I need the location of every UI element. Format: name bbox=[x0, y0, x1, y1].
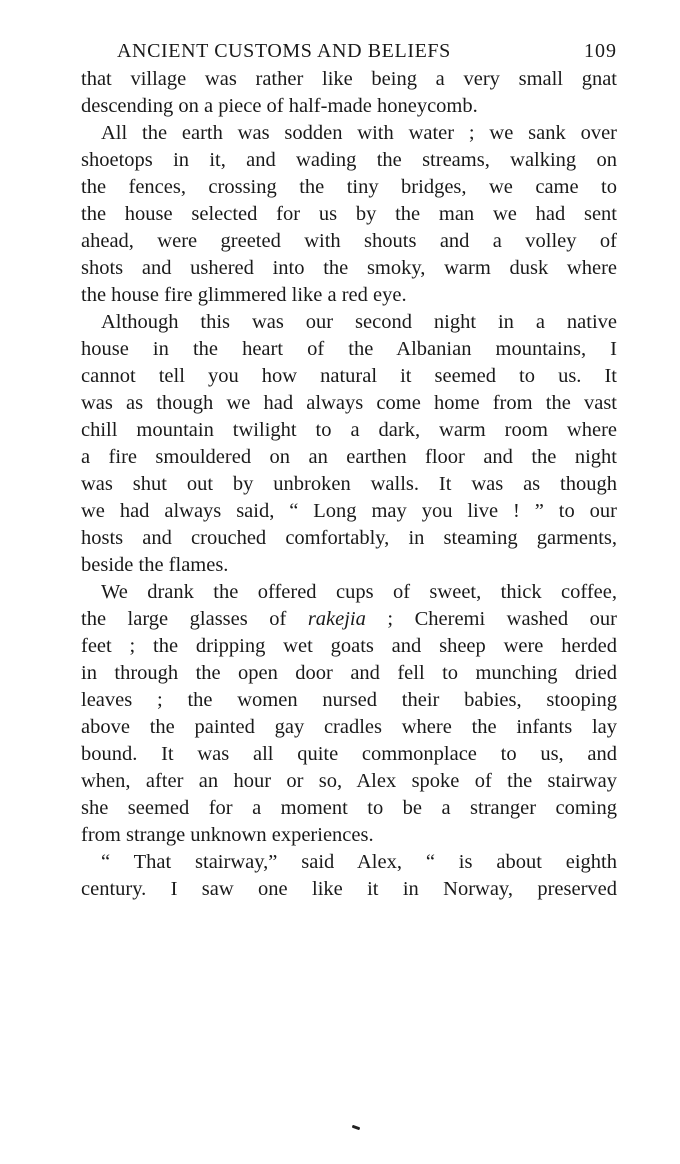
book-page bbox=[81, 36, 617, 903]
text-line: was shut out by unbroken walls. It was as though bbox=[81, 473, 617, 495]
text-line: All the earth was sodden with water ; we sank over bbox=[101, 122, 617, 144]
chapter-title: ANCIENT CUSTOMS AND BELIEFS bbox=[117, 40, 451, 62]
text-line: hosts and crouched comfortably, in steaming garments, bbox=[81, 527, 617, 549]
text-line bbox=[81, 606, 617, 633]
text-line: from strange unknown experiences. bbox=[81, 824, 374, 846]
text-line: that village was rather like being a very small gnat bbox=[81, 68, 617, 90]
text-line: leaves ; the women nursed their babies, stooping bbox=[81, 689, 617, 711]
text-line: was as though we had always come home from the vast bbox=[81, 392, 617, 414]
running-head bbox=[81, 36, 617, 66]
text-line: descending on a piece of half-made honeycomb. bbox=[81, 95, 478, 117]
text-segment: the large glasses of bbox=[81, 608, 308, 630]
text-line: Although this was our second night in a native bbox=[101, 311, 617, 333]
text-line: above the painted gay cradles where the infants lay bbox=[81, 716, 617, 738]
text-line: cannot tell you how natural it seemed to us. It bbox=[81, 365, 617, 387]
text-line: in through the open door and fell to munching dried bbox=[81, 662, 617, 684]
text-line: shots and ushered into the smoky, warm dusk where bbox=[81, 257, 617, 279]
text-line: house in the heart of the Albanian mountains, I bbox=[81, 338, 617, 360]
text-line: we had always said, “ Long may you live ! ” to our bbox=[81, 500, 617, 522]
text-line: century. I saw one like it in Norway, preserved bbox=[81, 878, 617, 900]
text-line: shoetops in it, and wading the streams, walking on bbox=[81, 149, 617, 171]
text-line: the house fire glimmered like a red eye. bbox=[81, 284, 407, 306]
text-line: bound. It was all quite commonplace to us, and bbox=[81, 743, 617, 765]
text-line: feet ; the dripping wet goats and sheep were herded bbox=[81, 635, 617, 657]
text-line: ahead, were greeted with shouts and a volley of bbox=[81, 230, 617, 252]
text-segment: ; Cheremi washed our bbox=[365, 608, 617, 630]
body-text bbox=[81, 66, 617, 903]
italic-word: rakejia bbox=[307, 608, 366, 630]
text-line: she seemed for a moment to be a stranger coming bbox=[81, 797, 617, 819]
text-line: beside the flames. bbox=[81, 554, 229, 576]
text-line: when, after an hour or so, Alex spoke of the stairway bbox=[81, 770, 617, 792]
text-line: the house selected for us by the man we had sent bbox=[81, 203, 617, 225]
text-line: We drank the offered cups of sweet, thick coffee, bbox=[101, 581, 617, 603]
text-line: a fire smouldered on an earthen floor and the night bbox=[81, 446, 617, 468]
text-line: “ That stairway,” said Alex, “ is about eighth bbox=[101, 851, 617, 873]
text-line: chill mountain twilight to a dark, warm room where bbox=[81, 419, 617, 441]
page-number: 109 bbox=[584, 40, 617, 62]
print-speck bbox=[352, 1125, 361, 1131]
text-line: the fences, crossing the tiny bridges, we came to bbox=[81, 176, 617, 198]
